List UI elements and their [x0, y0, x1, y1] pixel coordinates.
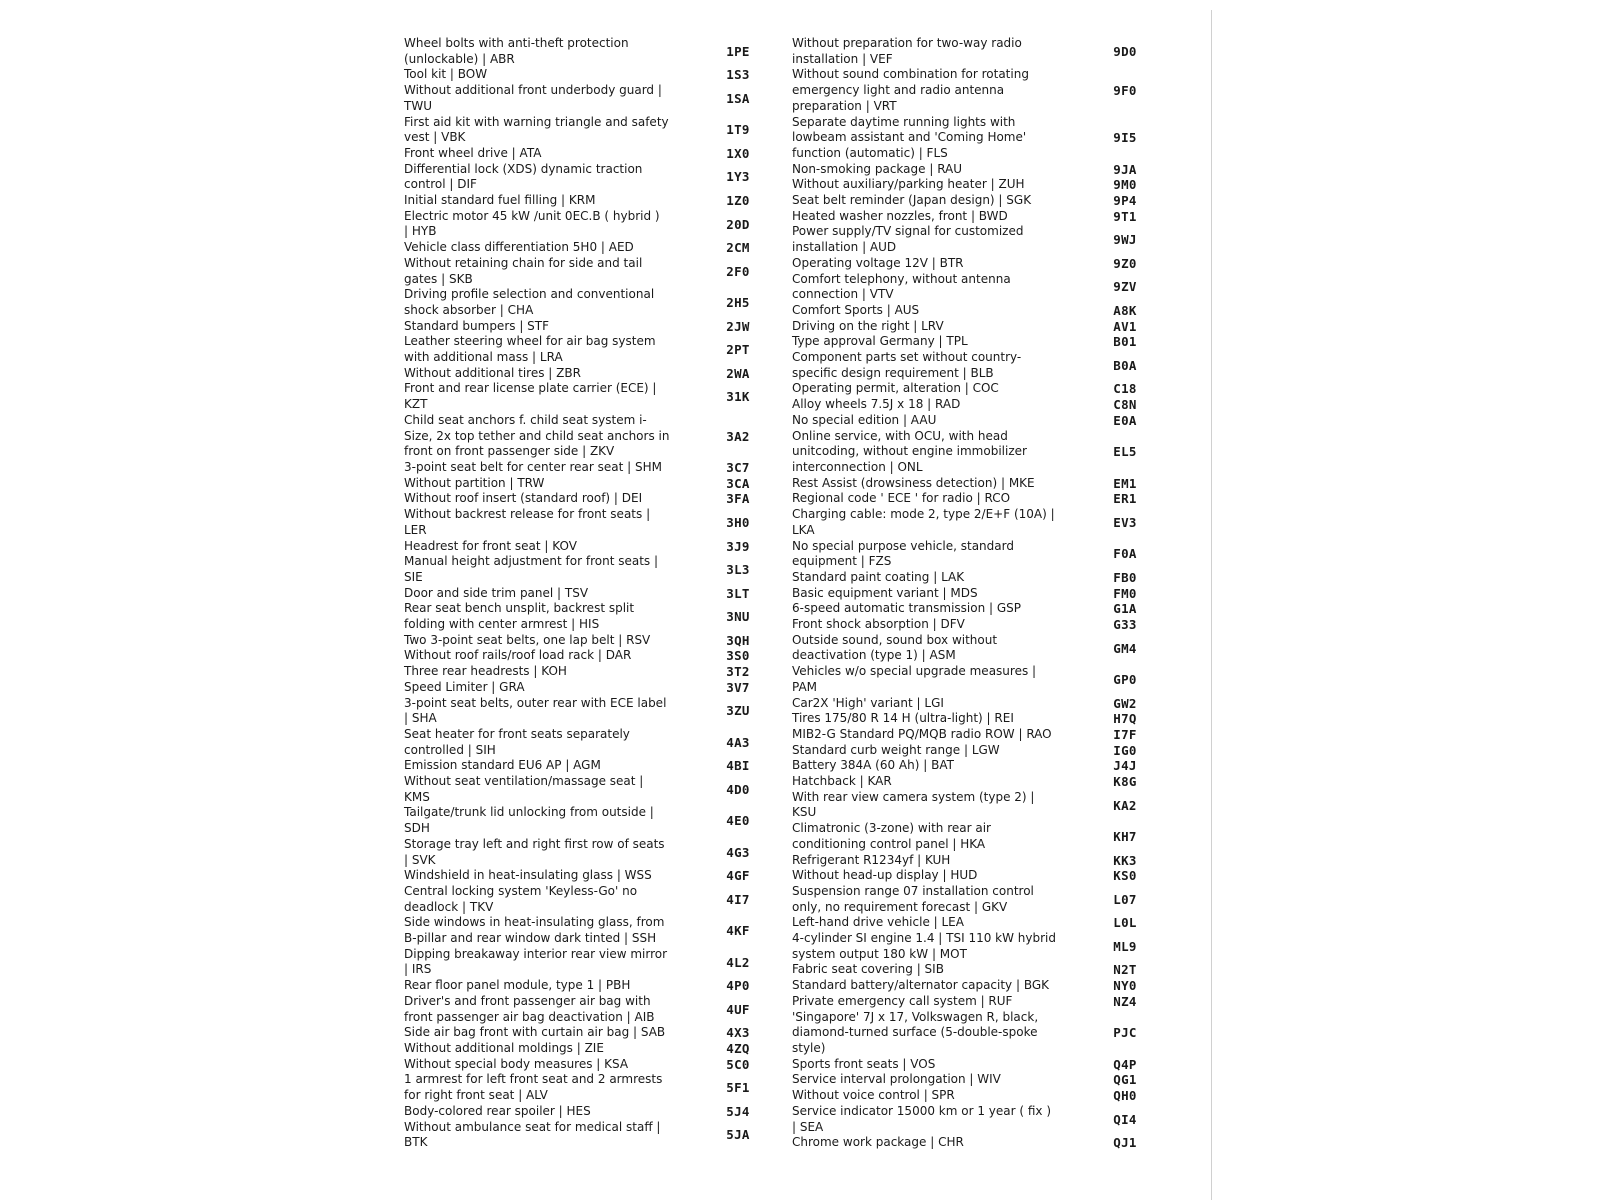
- equipment-row: [404, 696, 794, 727]
- equipment-description: Separate daytime running lights with lowbeam assistant and 'Coming Home' function (automatic) | FLS: [792, 114, 1027, 160]
- equipment-code: 1T9: [726, 122, 750, 138]
- equipment-row: [792, 853, 1180, 869]
- equipment-code: 4E0: [726, 813, 750, 829]
- equipment-description: Chrome work package | CHR: [792, 1135, 964, 1150]
- equipment-row: [792, 397, 1180, 413]
- equipment-description: Without additional moldings | ZIE: [404, 1041, 604, 1055]
- equipment-code: 4P0: [726, 978, 750, 994]
- equipment-row: [792, 727, 1180, 743]
- equipment-list-left: [404, 36, 794, 1151]
- equipment-description: Driving on the right | LRV: [792, 318, 944, 333]
- equipment-row: [792, 774, 1180, 790]
- equipment-row: [404, 1120, 794, 1151]
- equipment-code: 3L3: [726, 562, 750, 578]
- equipment-row: [792, 790, 1180, 821]
- equipment-description: Initial standard fuel filling | KRM: [404, 193, 596, 208]
- equipment-row: [792, 429, 1180, 476]
- equipment-description: Power supply/TV signal for customized installation | AUD: [792, 224, 1024, 255]
- equipment-row: [792, 868, 1180, 884]
- equipment-description: Service interval prolongation | WIV: [792, 1072, 1001, 1087]
- equipment-code: 9P4: [1113, 193, 1137, 209]
- equipment-row: [792, 177, 1180, 193]
- equipment-row: [404, 1025, 794, 1041]
- equipment-description: 6-speed automatic transmission | GSP: [792, 601, 1022, 616]
- equipment-description: MIB2-G Standard PQ/MQB radio ROW | RAO: [792, 726, 1052, 741]
- equipment-description: Vehicles w/o special upgrade measures | PAM: [792, 664, 1037, 694]
- equipment-code: 4A3: [726, 734, 750, 750]
- equipment-description: 4-cylinder SI engine 1.4 | TSI 110 kW hybrid system output 180 kW | MOT: [792, 931, 1057, 961]
- equipment-row: [792, 36, 1180, 67]
- equipment-row: [404, 680, 794, 696]
- equipment-description: Without partition | TRW: [404, 475, 545, 490]
- equipment-code: 2F0: [726, 263, 750, 279]
- equipment-description: Dipping breakaway interior rear view mirror | IRS: [404, 946, 668, 977]
- equipment-description: Standard paint coating | LAK: [792, 569, 965, 584]
- equipment-row: [792, 303, 1180, 319]
- equipment-row: [404, 868, 794, 884]
- equipment-description: First aid kit with warning triangle and safety vest | VBK: [404, 114, 669, 145]
- equipment-description: Tires 175/80 R 14 H (ultra-light) | REI: [792, 711, 1014, 726]
- equipment-code: 3QH: [726, 632, 750, 648]
- equipment-row: [404, 994, 794, 1025]
- equipment-row: [792, 711, 1180, 727]
- equipment-description: Without roof insert (standard roof) | DEI: [404, 491, 643, 506]
- equipment-code: G1A: [1113, 601, 1137, 617]
- equipment-code: 4X3: [726, 1025, 750, 1041]
- equipment-description: Outside sound, sound box without deactivation (type 1) | ASM: [792, 632, 998, 663]
- equipment-description: Without additional front underbody guard | TWU: [404, 83, 662, 113]
- equipment-description: Private emergency call system | RUF: [792, 993, 1013, 1008]
- equipment-code: 2WA: [726, 365, 750, 381]
- equipment-row: [792, 633, 1180, 664]
- equipment-code: 31K: [726, 389, 750, 405]
- equipment-row: [404, 319, 794, 335]
- equipment-row: [404, 1072, 794, 1103]
- equipment-row: [792, 319, 1180, 335]
- equipment-row: [404, 601, 794, 632]
- equipment-code: 2H5: [726, 295, 750, 311]
- equipment-row: [792, 162, 1180, 178]
- equipment-code: A8K: [1113, 302, 1137, 318]
- equipment-code: 4ZQ: [726, 1041, 750, 1056]
- equipment-row: [404, 915, 794, 946]
- equipment-row: [404, 554, 794, 585]
- equipment-row: [792, 915, 1180, 931]
- equipment-description: Without sound combination for rotating emergency light and radio antenna preparation | VRT: [792, 67, 1029, 113]
- equipment-description: Rear seat bench unsplit, backrest split folding with center armrest | HIS: [404, 601, 635, 632]
- equipment-code: EV3: [1113, 514, 1137, 530]
- equipment-description: With rear view camera system (type 2) | KSU: [792, 789, 1035, 820]
- equipment-code: 9D0: [1113, 43, 1137, 59]
- equipment-row: [404, 256, 794, 287]
- equipment-description: Windshield in heat-insulating glass | WSS: [404, 868, 652, 883]
- equipment-row: [792, 491, 1180, 507]
- equipment-code: 3ZU: [726, 703, 750, 719]
- equipment-description: Headrest for front seat | KOV: [404, 538, 577, 553]
- equipment-description: Front and rear license plate carrier (ECE) | KZT: [404, 381, 657, 412]
- equipment-row: [404, 334, 794, 365]
- equipment-row: [792, 1072, 1180, 1088]
- equipment-code: GW2: [1113, 695, 1137, 711]
- equipment-description: Front shock absorption | DFV: [792, 617, 965, 632]
- equipment-row: [792, 1135, 1180, 1151]
- equipment-description: Climatronic (3-zone) with rear air conditioning control panel | HKA: [792, 821, 991, 851]
- equipment-row: [404, 366, 794, 382]
- equipment-code: 2PT: [726, 342, 750, 358]
- equipment-code: L0L: [1113, 915, 1137, 931]
- equipment-code: 3C7: [726, 459, 750, 475]
- equipment-code: 3T2: [726, 664, 750, 680]
- equipment-description: Body-colored rear spoiler | HES: [404, 1103, 591, 1118]
- equipment-row: [404, 758, 794, 774]
- equipment-description: No special edition | AAU: [792, 412, 937, 427]
- equipment-row: [792, 193, 1180, 209]
- equipment-row: [792, 743, 1180, 759]
- equipment-code: 20D: [726, 216, 750, 232]
- equipment-row: [792, 821, 1180, 852]
- equipment-row: [792, 209, 1180, 225]
- equipment-description: Without auxiliary/parking heater | ZUH: [792, 177, 1025, 192]
- equipment-code: 4I7: [726, 891, 750, 907]
- equipment-row: [792, 539, 1180, 570]
- equipment-row: [404, 507, 794, 538]
- equipment-code: 3FA: [726, 491, 750, 507]
- equipment-code: QG1: [1113, 1072, 1137, 1088]
- equipment-description: Rear floor panel module, type 1 | PBH: [404, 978, 631, 993]
- equipment-code: ML9: [1113, 938, 1137, 954]
- equipment-description: Online service, with OCU, with head unitcoding, without engine immobilizer interconnection | ONL: [792, 428, 1027, 474]
- equipment-description: 3-point seat belt for center rear seat | SHM: [404, 459, 662, 474]
- equipment-row: [404, 146, 794, 162]
- equipment-code: KS0: [1113, 868, 1137, 884]
- equipment-row: [792, 1010, 1180, 1057]
- equipment-code: 3V7: [726, 679, 750, 695]
- equipment-code: 1PE: [726, 43, 750, 59]
- equipment-row: [404, 727, 794, 758]
- equipment-code: 9ZV: [1113, 279, 1137, 295]
- equipment-description: Front wheel drive | ATA: [404, 145, 542, 160]
- equipment-description: Driver's and front passenger air bag with front passenger air bag deactivation | AIB: [404, 993, 655, 1024]
- equipment-code: 9M0: [1113, 177, 1137, 193]
- equipment-code: FM0: [1113, 585, 1137, 601]
- equipment-description: Without head-up display | HUD: [792, 868, 978, 883]
- equipment-code: 5C0: [726, 1056, 750, 1072]
- equipment-code: B0A: [1113, 357, 1137, 373]
- equipment-row: [792, 1104, 1180, 1135]
- equipment-row: [792, 570, 1180, 586]
- equipment-description: Without roof rails/roof load rack | DAR: [404, 648, 632, 663]
- equipment-code: 2CM: [726, 240, 750, 256]
- equipment-description: Manual height adjustment for front seats | SIE: [404, 554, 659, 584]
- equipment-code: 4BI: [726, 758, 750, 774]
- equipment-code: 4L2: [726, 954, 750, 970]
- equipment-description: Child seat anchors f. child seat system i- Size, 2x top tether and child seat anchors in front on front passenger side | ZKV: [404, 412, 670, 459]
- equipment-row: [404, 67, 794, 83]
- equipment-code: 9F0: [1113, 83, 1137, 99]
- equipment-description: Heated washer nozzles, front | BWD: [792, 208, 1008, 223]
- equipment-code: G33: [1113, 617, 1137, 633]
- equipment-description: Seat heater for front seats separately controlled | SIH: [404, 726, 630, 757]
- equipment-description: Comfort Sports | AUS: [792, 302, 920, 317]
- equipment-description: Battery 384A (60 Ah) | BAT: [792, 758, 954, 773]
- equipment-description: 'Singapore' 7J x 17, Volkswagen R, black, diamond-turned surface (5-double-spoke style): [792, 1009, 1039, 1055]
- equipment-row: [404, 947, 794, 978]
- equipment-code: QJ1: [1113, 1135, 1137, 1151]
- equipment-description: Tool kit | BOW: [404, 67, 488, 82]
- equipment-description: No special purpose vehicle, standard equipment | FZS: [792, 538, 1014, 569]
- equipment-code: 3CA: [726, 475, 750, 491]
- equipment-code: 1Y3: [726, 169, 750, 185]
- equipment-code: 9I5: [1113, 130, 1137, 146]
- equipment-row: [404, 1041, 794, 1057]
- equipment-description: Type approval Germany | TPL: [792, 334, 968, 349]
- equipment-description: Non-smoking package | RAU: [792, 161, 963, 176]
- equipment-row: [404, 633, 794, 649]
- equipment-description: Speed Limiter | GRA: [404, 679, 525, 694]
- equipment-row: [404, 884, 794, 915]
- equipment-row: [404, 287, 794, 318]
- equipment-code: NZ4: [1113, 993, 1137, 1009]
- equipment-description: Without additional tires | ZBR: [404, 365, 581, 380]
- equipment-description: Standard curb weight range | LGW: [792, 742, 1000, 757]
- equipment-row: [792, 413, 1180, 429]
- equipment-row: [792, 617, 1180, 633]
- equipment-description: Without backrest release for front seats | LER: [404, 507, 651, 537]
- equipment-description: Central locking system 'Keyless-Go' no deadlock | TKV: [404, 883, 638, 914]
- equipment-description: 3-point seat belts, outer rear with ECE label | SHA: [404, 695, 667, 726]
- equipment-description: Without preparation for two-way radio installation | VEF: [792, 36, 1022, 66]
- equipment-code: 9Z0: [1113, 255, 1137, 271]
- equipment-code: EM1: [1113, 475, 1137, 491]
- equipment-row: [792, 994, 1180, 1010]
- equipment-code: 4D0: [726, 781, 750, 797]
- equipment-row: [792, 884, 1180, 915]
- equipment-description: Door and side trim panel | TSV: [404, 585, 589, 600]
- equipment-code: C8N: [1113, 397, 1137, 413]
- equipment-code: 1Z0: [726, 193, 750, 209]
- equipment-code: I7F: [1113, 726, 1137, 742]
- equipment-row: [404, 1057, 794, 1073]
- equipment-description: Standard bumpers | STF: [404, 318, 550, 333]
- equipment-code: 5F1: [726, 1080, 750, 1096]
- equipment-description: Basic equipment variant | MDS: [792, 585, 978, 600]
- equipment-description: Vehicle class differentiation 5H0 | AED: [404, 240, 634, 255]
- equipment-code: 1X0: [726, 145, 750, 161]
- equipment-code: 3S0: [726, 648, 750, 664]
- equipment-code: E0A: [1113, 412, 1137, 428]
- equipment-row: [404, 837, 794, 868]
- equipment-description: Three rear headrests | KOH: [404, 664, 567, 679]
- equipment-description: Standard battery/alternator capacity | BGK: [792, 978, 1050, 993]
- equipment-description: Regional code ' ECE ' for radio | RCO: [792, 491, 1011, 506]
- equipment-code: GM4: [1113, 640, 1137, 656]
- equipment-row: [792, 1057, 1180, 1073]
- equipment-code: GP0: [1113, 671, 1137, 687]
- equipment-row: [792, 696, 1180, 712]
- equipment-row: [792, 272, 1180, 303]
- equipment-row: [404, 774, 794, 805]
- equipment-row: [404, 648, 794, 664]
- equipment-code: 9JA: [1113, 161, 1137, 177]
- equipment-description: Without retaining chain for side and tail gates | SKB: [404, 255, 643, 286]
- equipment-description: Operating voltage 12V | BTR: [792, 255, 964, 270]
- equipment-row: [792, 224, 1180, 255]
- equipment-code: H7Q: [1113, 711, 1137, 727]
- equipment-code: IG0: [1113, 742, 1137, 758]
- equipment-description: Storage tray left and right first row of seats | SVK: [404, 836, 665, 867]
- equipment-row: [404, 539, 794, 555]
- equipment-row: [404, 413, 794, 460]
- equipment-description: Service indicator 15000 km or 1 year ( fix ) | SEA: [792, 1103, 1052, 1134]
- equipment-description: Charging cable: mode 2, type 2/E+F (10A) | LKA: [792, 507, 1055, 537]
- equipment-code: K8G: [1113, 774, 1137, 790]
- equipment-code: B01: [1113, 334, 1137, 350]
- equipment-code: 3A2: [726, 428, 750, 444]
- equipment-code: N2T: [1113, 962, 1137, 978]
- equipment-row: [792, 962, 1180, 978]
- equipment-row: [792, 67, 1180, 114]
- equipment-code: AV1: [1113, 318, 1137, 334]
- equipment-code: 3LT: [726, 585, 750, 601]
- equipment-code: 9T1: [1113, 208, 1137, 224]
- equipment-description: Suspension range 07 installation control only, no requirement forecast | GKV: [792, 883, 1034, 914]
- equipment-code: 4GF: [726, 868, 750, 884]
- equipment-code: 3NU: [726, 609, 750, 625]
- equipment-row: [792, 1088, 1180, 1104]
- equipment-description: Without special body measures | KSA: [404, 1056, 629, 1071]
- equipment-code: L07: [1113, 891, 1137, 907]
- equipment-row: [404, 1104, 794, 1120]
- equipment-description: Operating permit, alteration | COC: [792, 381, 999, 396]
- equipment-code: 3H0: [726, 514, 750, 530]
- equipment-row: [404, 115, 794, 146]
- equipment-description: Car2X 'High' variant | LGI: [792, 695, 944, 710]
- equipment-description: Without voice control | SPR: [792, 1088, 955, 1103]
- equipment-code: EL5: [1113, 444, 1137, 460]
- equipment-row: [404, 381, 794, 412]
- equipment-description: Emission standard EU6 AP | AGM: [404, 758, 601, 773]
- equipment-code: 4G3: [726, 844, 750, 860]
- equipment-row: [792, 350, 1180, 381]
- equipment-row: [404, 193, 794, 209]
- equipment-description: Fabric seat covering | SIB: [792, 962, 944, 977]
- equipment-code: 5JA: [726, 1127, 750, 1143]
- equipment-code: 1S3: [726, 67, 750, 83]
- equipment-description: Refrigerant R1234yf | KUH: [792, 852, 951, 867]
- equipment-row: [404, 460, 794, 476]
- equipment-description: Sports front seats | VOS: [792, 1056, 936, 1071]
- equipment-description: Comfort telephony, without antenna connection | VTV: [792, 271, 1011, 302]
- equipment-row: [792, 664, 1180, 695]
- equipment-description: Hatchback | KAR: [792, 774, 892, 789]
- equipment-code: C18: [1113, 381, 1137, 397]
- equipment-description: Differential lock (XDS) dynamic traction control | DIF: [404, 161, 643, 192]
- equipment-row: [404, 805, 794, 836]
- equipment-description: Two 3-point seat belts, one lap belt | RSV: [404, 632, 651, 647]
- equipment-row: [792, 334, 1180, 350]
- equipment-description: Driving profile selection and conventional shock absorber | CHA: [404, 287, 655, 317]
- equipment-row: [404, 83, 794, 114]
- equipment-description: Without seat ventilation/massage seat | KMS: [404, 774, 644, 804]
- equipment-row: [792, 586, 1180, 602]
- equipment-code: PJC: [1113, 1025, 1137, 1041]
- equipment-code: ER1: [1113, 491, 1137, 507]
- equipment-row: [792, 601, 1180, 617]
- equipment-row: [404, 978, 794, 994]
- equipment-code: KK3: [1113, 852, 1137, 868]
- equipment-row: [404, 240, 794, 256]
- equipment-list-right: [792, 36, 1180, 1151]
- equipment-code: 4KF: [726, 923, 750, 939]
- equipment-description: Component parts set without country- specific design requirement | BLB: [792, 350, 1022, 380]
- equipment-row: [792, 381, 1180, 397]
- equipment-row: [792, 758, 1180, 774]
- equipment-code: 5J4: [726, 1103, 750, 1119]
- equipment-row: [404, 491, 794, 507]
- equipment-row: [792, 256, 1180, 272]
- equipment-row: [404, 36, 794, 67]
- equipment-row: [404, 476, 794, 492]
- page-edge-line: [1211, 10, 1212, 1200]
- equipment-row: [792, 978, 1180, 994]
- equipment-code: 9WJ: [1113, 232, 1137, 248]
- equipment-description: Wheel bolts with anti-theft protection (unlockable) | ABR: [404, 36, 629, 66]
- equipment-description: Rest Assist (drowsiness detection) | MKE: [792, 475, 1035, 490]
- equipment-description: Tailgate/trunk lid unlocking from outside | SDH: [404, 805, 654, 836]
- equipment-description: Left-hand drive vehicle | LEA: [792, 915, 964, 930]
- equipment-description: Leather steering wheel for air bag system with additional mass | LRA: [404, 334, 656, 365]
- equipment-description: Seat belt reminder (Japan design) | SGK: [792, 193, 1032, 208]
- equipment-description: Without ambulance seat for medical staff | BTK: [404, 1119, 661, 1150]
- equipment-row: [792, 476, 1180, 492]
- equipment-description: Side air bag front with curtain air bag | SAB: [404, 1025, 666, 1040]
- equipment-code: 3J9: [726, 538, 750, 554]
- equipment-code: QH0: [1113, 1088, 1137, 1104]
- equipment-code: KH7: [1113, 829, 1137, 844]
- equipment-code: 1SA: [726, 90, 750, 106]
- equipment-row: [404, 162, 794, 193]
- equipment-code: NY0: [1113, 978, 1137, 994]
- equipment-row: [404, 209, 794, 240]
- equipment-code: Q4P: [1113, 1056, 1137, 1072]
- equipment-code: FB0: [1113, 569, 1137, 585]
- equipment-description: Side windows in heat-insulating glass, from B-pillar and rear window dark tinted | SSH: [404, 915, 665, 946]
- equipment-description: Alloy wheels 7.5J x 18 | RAD: [792, 397, 961, 412]
- equipment-code: 2JW: [726, 318, 750, 334]
- equipment-row: [792, 115, 1180, 162]
- equipment-description: Electric motor 45 kW /unit 0EC.B ( hybrid ) | HYB: [404, 208, 660, 239]
- equipment-code: KA2: [1113, 797, 1137, 813]
- equipment-description: 1 armrest for left front seat and 2 armrests for right front seat | ALV: [404, 1072, 663, 1103]
- equipment-row: [404, 586, 794, 602]
- equipment-code: 4UF: [726, 1001, 750, 1017]
- equipment-row: [792, 507, 1180, 538]
- equipment-row: [404, 664, 794, 680]
- equipment-code: J4J: [1113, 758, 1137, 774]
- equipment-code: QI4: [1113, 1111, 1137, 1127]
- equipment-row: [792, 931, 1180, 962]
- equipment-code: F0A: [1113, 546, 1137, 562]
